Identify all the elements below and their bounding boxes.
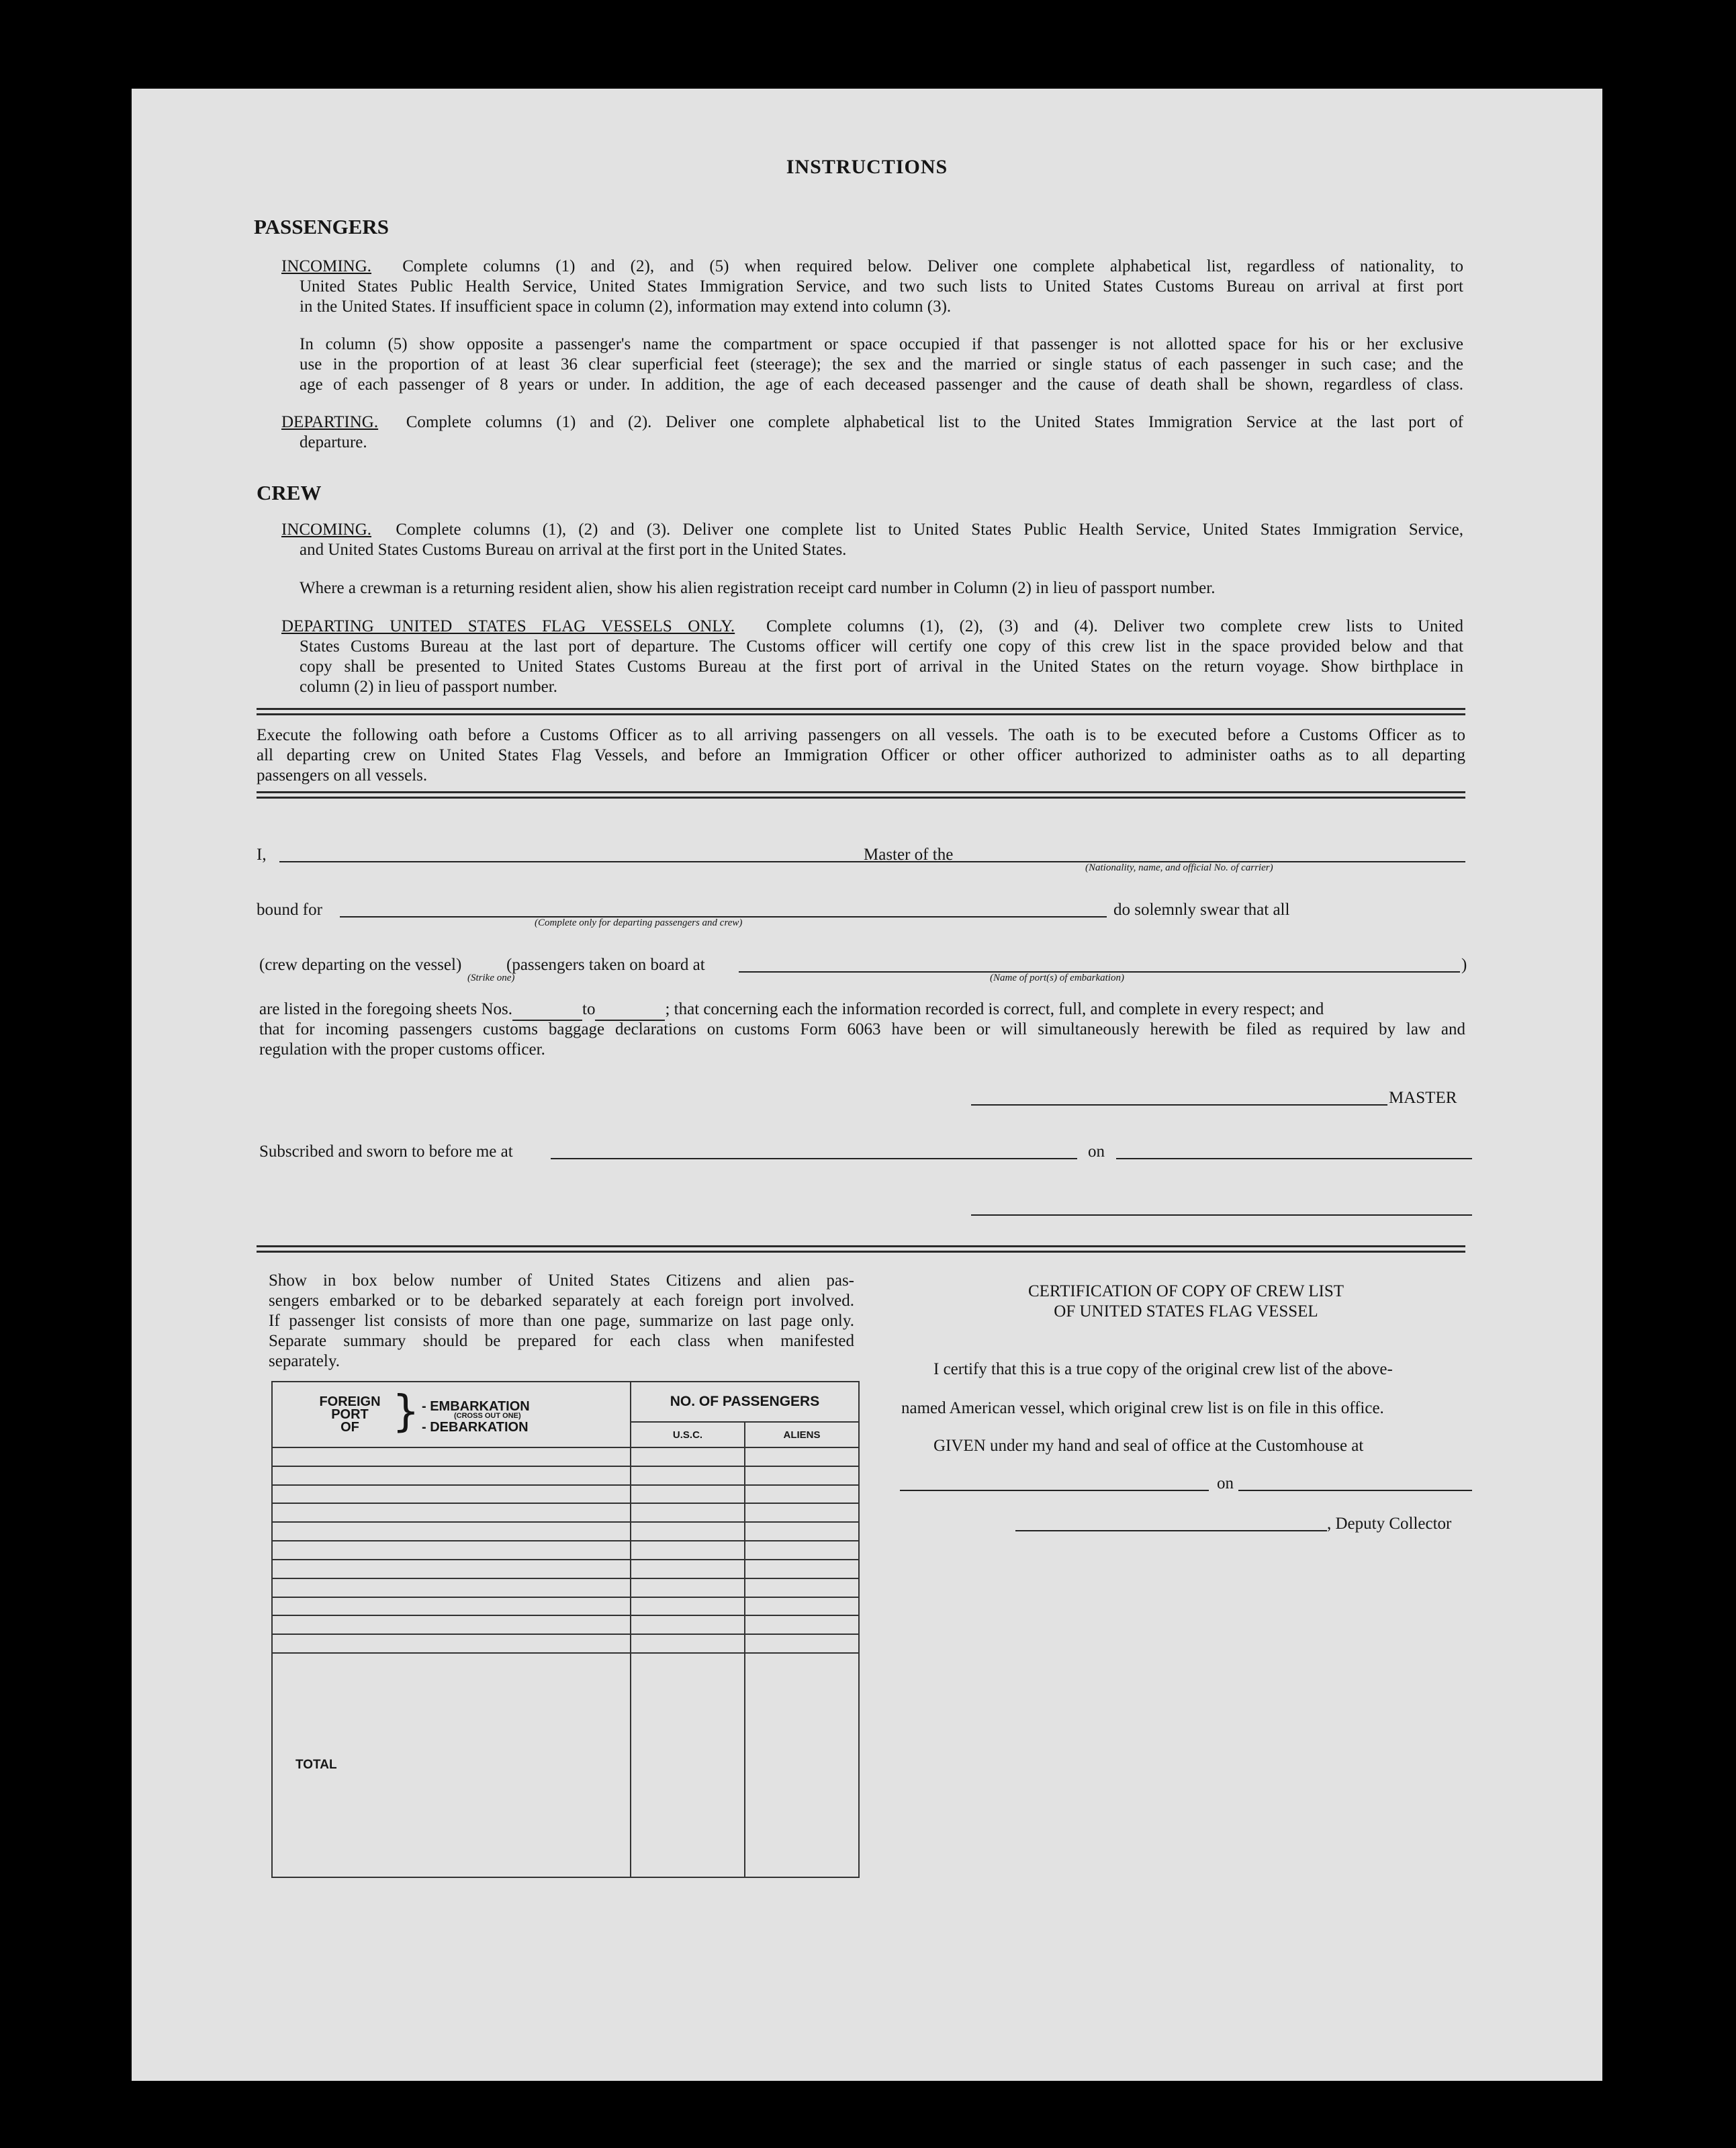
sheets-from-field[interactable] bbox=[512, 999, 582, 1021]
crew-departing-line-3: copy shall be presented to United States Customs Bureau at the first port of arrival in the United States on the return voyage. Show birthplace in bbox=[300, 658, 1463, 676]
swear-label: do solemnly swear that all bbox=[1113, 901, 1290, 919]
aliens-cell[interactable] bbox=[745, 1466, 859, 1485]
aliens-total-cell[interactable] bbox=[745, 1653, 859, 1877]
column5-line-3: age of each passenger of 8 years or under. In addition, the age of each deceased passenger and the cause of death shall be shown, regardless of class. bbox=[300, 375, 1463, 394]
table-row bbox=[272, 1615, 859, 1634]
bound-for-label: bound for bbox=[257, 901, 322, 919]
port-header-cell bbox=[272, 1382, 631, 1447]
port-cell[interactable] bbox=[272, 1485, 631, 1504]
summary-intro-line-5: separately. bbox=[269, 1352, 340, 1370]
crew-departing-line-2: States Customs Bureau at the last port of departure. The Customs officer will certify one copy of this crew list in the space provided below and that bbox=[300, 637, 1463, 656]
oath-intro-line-1: Execute the following oath before a Customs Officer as to all arriving passengers on all vessels. The oath is to be executed before a Customs Officer as to bbox=[257, 726, 1465, 744]
cross-out-one-label: (CROSS OUT ONE) bbox=[454, 1412, 521, 1420]
total-row bbox=[272, 1653, 859, 1877]
strike-one-caption: (Strike one) bbox=[467, 973, 515, 983]
deputy-collector-signature-field[interactable] bbox=[1015, 1530, 1327, 1531]
section-divider bbox=[257, 1245, 1465, 1253]
carrier-caption: (Nationality, name, and official No. of carrier) bbox=[1085, 862, 1273, 873]
incoming-label: INCOMING. bbox=[281, 257, 372, 275]
passengers-incoming-line-1: INCOMING. Complete columns (1) and (2), and (5) when required below. Deliver one complete alphabetical list, regardless of nationality, to bbox=[281, 257, 1463, 275]
certify-line-1: I certify that this is a true copy of the original crew list of the above- bbox=[933, 1360, 1393, 1378]
aliens-cell[interactable] bbox=[745, 1634, 859, 1653]
table-row bbox=[272, 1503, 859, 1522]
sheets-to-field[interactable] bbox=[595, 999, 665, 1021]
sworn-date-field[interactable] bbox=[1116, 1158, 1472, 1159]
brace-glyph: } bbox=[392, 1387, 420, 1437]
master-signature-field[interactable] bbox=[971, 1104, 1387, 1106]
table-row bbox=[272, 1560, 859, 1578]
table-row bbox=[272, 1541, 859, 1560]
usc-cell[interactable] bbox=[631, 1466, 745, 1485]
aliens-cell[interactable] bbox=[745, 1522, 859, 1541]
crew-departing-line-1: DEPARTING UNITED STATES FLAG VESSELS ONLY. Complete columns (1), (2), (3) and (4). Deliver two complete crew lists to United bbox=[281, 617, 1463, 635]
certification-heading-2: OF UNITED STATES FLAG VESSEL bbox=[1054, 1302, 1318, 1321]
aliens-header: ALIENS bbox=[745, 1422, 859, 1447]
port-cell[interactable] bbox=[272, 1634, 631, 1653]
table-row bbox=[272, 1447, 859, 1466]
crew-departing-option: (crew departing on the vessel) bbox=[259, 956, 462, 974]
usc-total-cell[interactable] bbox=[631, 1653, 745, 1877]
listed-line-3: regulation with the proper customs officer. bbox=[259, 1040, 545, 1059]
column5-line-1: In column (5) show opposite a passenger's name the compartment or space occupied if that passenger is not allotted space for his or her exclusive bbox=[300, 335, 1463, 353]
no-of-passengers-header: NO. OF PASSENGERS bbox=[631, 1382, 859, 1422]
table-row bbox=[272, 1578, 859, 1597]
bound-for-caption: (Complete only for departing passengers and crew) bbox=[535, 918, 743, 928]
master-label: MASTER bbox=[1389, 1089, 1457, 1107]
officer-signature-field[interactable] bbox=[971, 1214, 1472, 1216]
passengers-heading: PASSENGERS bbox=[254, 215, 389, 238]
aliens-cell[interactable] bbox=[745, 1447, 859, 1466]
crew-heading: CREW bbox=[257, 481, 322, 504]
usc-cell[interactable] bbox=[631, 1597, 745, 1616]
crew-departing-line-4: column (2) in lieu of passport number. bbox=[300, 678, 557, 696]
page-title: INSTRUCTIONS bbox=[786, 156, 948, 178]
oath-intro-line-3: passengers on all vessels. bbox=[257, 766, 428, 785]
certification-heading-1: CERTIFICATION OF COPY OF CREW LIST bbox=[1027, 1282, 1344, 1300]
port-cell[interactable] bbox=[272, 1541, 631, 1560]
aliens-cell[interactable] bbox=[745, 1485, 859, 1504]
port-cell[interactable] bbox=[272, 1522, 631, 1541]
passengers-departing-line-1: DEPARTING. Complete columns (1) and (2). Deliver one complete alphabetical list to the United States Immigration Service at the last port of bbox=[281, 413, 1464, 431]
departing-label: DEPARTING. bbox=[281, 413, 379, 431]
listed-line-1: are listed in the foregoing sheets Nos. to ; that concerning each the information recorded is correct, full, and complete in every respect; and bbox=[259, 999, 1468, 1021]
aliens-cell[interactable] bbox=[745, 1578, 859, 1597]
certification-on-label: on bbox=[1217, 1474, 1234, 1492]
aliens-cell[interactable] bbox=[745, 1597, 859, 1616]
port-cell[interactable] bbox=[272, 1615, 631, 1634]
crew-departing-label: DEPARTING UNITED STATES FLAG VESSELS ONLY. bbox=[281, 617, 735, 635]
sworn-place-field[interactable] bbox=[551, 1158, 1077, 1159]
usc-cell[interactable] bbox=[631, 1503, 745, 1522]
summary-intro-line-1: Show in box below number of United States Citizens and alien pas- bbox=[269, 1271, 854, 1290]
summary-intro-line-3: If passenger list consists of more than one page, summarize on last page only. bbox=[269, 1312, 854, 1330]
deputy-collector-label: , Deputy Collector bbox=[1327, 1515, 1452, 1533]
master-of-the-label: Master of the bbox=[864, 846, 954, 864]
usc-cell[interactable] bbox=[631, 1485, 745, 1504]
customhouse-field[interactable] bbox=[900, 1490, 1209, 1491]
aliens-cell[interactable] bbox=[745, 1541, 859, 1560]
aliens-cell[interactable] bbox=[745, 1503, 859, 1522]
sworn-on-label: on bbox=[1088, 1143, 1105, 1161]
embarkation-option[interactable]: - EMBARKATION bbox=[422, 1399, 530, 1414]
column5-line-2: use in the proportion of at least 36 clear superficial feet (steerage); the sex and the married or single status of each passenger in such case; and the bbox=[300, 355, 1463, 373]
usc-cell[interactable] bbox=[631, 1447, 745, 1466]
crew-resident-line: Where a crewman is a returning resident alien, show his alien registration receipt card number in Column (2) in lieu of passport number. bbox=[300, 579, 1216, 597]
passengers-incoming-line-2: United States Public Health Service, United States Immigration Service, and two such lists to United States Customs Bureau on arrival at first port bbox=[300, 277, 1463, 296]
port-cell[interactable] bbox=[272, 1503, 631, 1522]
certify-line-2: named American vessel, which original crew list is on file in this office. bbox=[901, 1399, 1384, 1417]
usc-cell[interactable] bbox=[631, 1634, 745, 1653]
usc-cell[interactable] bbox=[631, 1541, 745, 1560]
subscribed-label: Subscribed and sworn to before me at bbox=[259, 1143, 513, 1161]
port-cell[interactable] bbox=[272, 1447, 631, 1466]
port-cell[interactable] bbox=[272, 1578, 631, 1597]
instruction-sheet bbox=[132, 89, 1602, 2081]
passengers-incoming-line-3: in the United States. If insufficient space in column (2), information may extend into column (3). bbox=[300, 298, 952, 316]
table-row bbox=[272, 1485, 859, 1504]
section-divider bbox=[257, 791, 1465, 799]
usc-header: U.S.C. bbox=[631, 1422, 745, 1447]
section-divider bbox=[257, 708, 1465, 715]
table-row bbox=[272, 1466, 859, 1485]
port-cell[interactable] bbox=[272, 1466, 631, 1485]
close-paren: ) bbox=[1461, 956, 1467, 974]
certification-date-field[interactable] bbox=[1238, 1490, 1472, 1491]
passenger-summary-table bbox=[271, 1381, 860, 1878]
debarkation-option[interactable]: - DEBARKATION bbox=[422, 1420, 529, 1435]
oath-i-label: I, bbox=[257, 846, 267, 864]
port-cell[interactable] bbox=[272, 1560, 631, 1578]
table-row bbox=[272, 1634, 859, 1653]
oath-intro-line-2: all departing crew on United States Flag Vessels, and before an Immigration Officer or other officer authorized to administer oaths as to all departing bbox=[257, 746, 1465, 764]
summary-intro-line-2: sengers embarked or to be debarked separately at each foreign port involved. bbox=[269, 1292, 854, 1310]
aliens-cell[interactable] bbox=[745, 1615, 859, 1634]
aliens-cell[interactable] bbox=[745, 1560, 859, 1578]
given-line: GIVEN under my hand and seal of office at the Customhouse at bbox=[933, 1437, 1364, 1455]
total-label: TOTAL bbox=[272, 1653, 631, 1877]
summary-intro-line-4: Separate summary should be prepared for each class when manifested bbox=[269, 1332, 854, 1350]
usc-cell[interactable] bbox=[631, 1522, 745, 1541]
table-row bbox=[272, 1522, 859, 1541]
passengers-departing-line-2: departure. bbox=[300, 433, 367, 451]
crew-incoming-label: INCOMING. bbox=[281, 521, 372, 539]
usc-cell[interactable] bbox=[631, 1578, 745, 1597]
usc-cell[interactable] bbox=[631, 1560, 745, 1578]
foreign-port-of-label: FOREIGN PORT OF bbox=[319, 1394, 381, 1435]
port-cell[interactable] bbox=[272, 1597, 631, 1616]
usc-cell[interactable] bbox=[631, 1615, 745, 1634]
crew-incoming-line-2: and United States Customs Bureau on arrival at the first port in the United States. bbox=[300, 541, 847, 559]
table-row bbox=[272, 1597, 859, 1616]
passengers-taken-option: (passengers taken on board at bbox=[506, 956, 705, 974]
listed-line-2: that for incoming passengers customs baggage declarations on customs Form 6063 have been or will simultaneously herewith be filed as required by law and bbox=[259, 1020, 1465, 1038]
crew-incoming-line-1: INCOMING. Complete columns (1), (2) and (3). Deliver one complete list to United States Public Health Service, United States Immigration Service, bbox=[281, 521, 1464, 539]
port-caption: (Name of port(s) of embarkation) bbox=[990, 973, 1124, 983]
